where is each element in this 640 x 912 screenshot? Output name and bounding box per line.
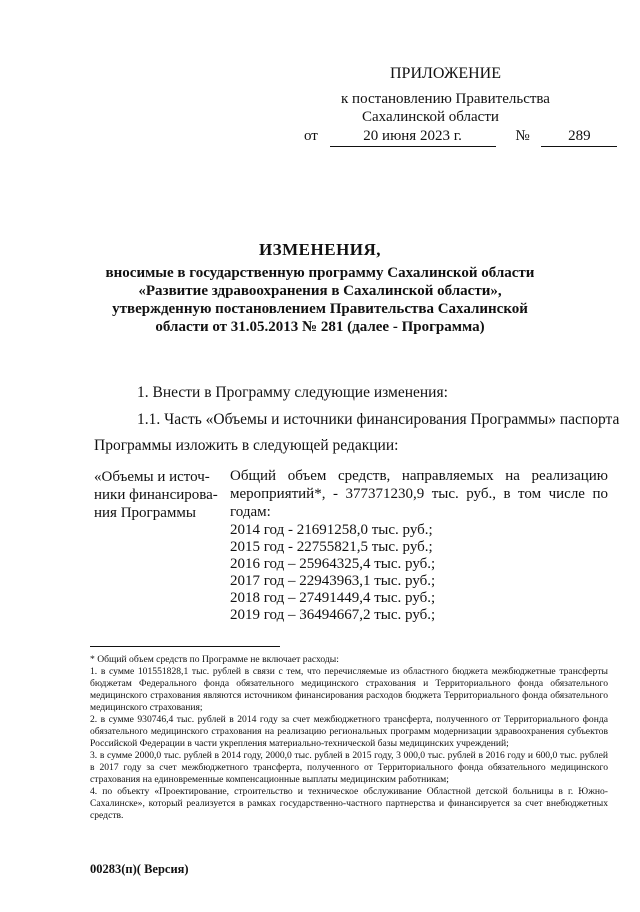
footnote-item: 2. в сумме 930746,4 тыс. рублей в 2014 году за счет межбюджетного трансферта, полученного от Территориального фонда обязательного медицинского страхования на реализацию региональных программ модернизации здравоохранения субъектов Российской Федерации в части укрепления материально-технической базы медицинских учреждений;: [90, 714, 608, 749]
date-prefix: от: [304, 128, 318, 144]
year-row: 2014 год - 21691258,0 тыс. руб.;: [230, 522, 433, 538]
total-line: Общий объем средств, направляемых на реализацию: [230, 468, 608, 484]
item-1: 1. Внести в Программу следующие изменения:: [137, 384, 448, 401]
number-prefix: №: [515, 128, 530, 144]
year-row: 2017 год – 22943963,1 тыс. руб.;: [230, 573, 436, 589]
table-right-column: [230, 467, 608, 624]
left-line: ния Программы: [94, 505, 196, 521]
year-row: 2016 год – 25964325,4 тыс. руб.;: [230, 556, 436, 572]
year-row: 2015 год - 22755821,5 тыс. руб.;: [230, 539, 433, 555]
footnote-item: 3. в сумме 2000,0 тыс. рублей в 2014 году, 2000,0 тыс. рублей в 2015 году, 3 000,0 тыс. рублей в 2016 году и 600,0 тыс. рублей в 2017 году за счет межбюджетного трансферта, полученного от Территориального фонда обязательного медицинского страхования на единовременные компенсационные выплаты медицинским работникам;: [90, 750, 608, 785]
year-row: 2019 год – 36494667,2 тыс. руб.;: [230, 607, 436, 623]
footnote-separator: [90, 646, 280, 647]
resolution-number: 289: [541, 127, 617, 147]
document-code: 00283(п)( Версия): [90, 862, 189, 876]
total-line: мероприятий*, - 377371230,9 тыс. руб., в том числе по: [230, 486, 608, 502]
region-line: Сахалинской области: [362, 109, 499, 125]
title-line-2: «Развитие здравоохранения в Сахалинской области»,: [138, 283, 502, 299]
left-line: «Объемы и источ-: [94, 469, 210, 485]
title-line-3: утвержденную постановлением Правительства Сахалинской: [112, 301, 528, 317]
resolution-line: к постановлению Правительства: [341, 91, 550, 107]
footnote-item: 1. в сумме 101551828,1 тыс. рублей в связи с тем, что перечисляемые из областного бюджета межбюджетные трансферты бюджетам Федерального фонда обязательного медицинского страхования и Территориального фонда обязательного медицинского страхования являются источником финансирования расходов бюджета Территориального фонда обязательного медицинского страхования;: [90, 666, 608, 713]
title-line-4: области от 31.05.2013 № 281 (далее - Программа): [155, 319, 485, 335]
total-line: годам:: [230, 504, 271, 520]
footnote-intro: * Общий объем средств по Программе не включает расходы:: [90, 654, 339, 665]
resolution-date: 20 июня 2023 г.: [330, 127, 496, 147]
appendix-label: ПРИЛОЖЕНИЕ: [390, 65, 502, 82]
document-title: ИЗМЕНЕНИЯ,: [258, 240, 382, 259]
left-line: ники финансирова-: [94, 487, 218, 503]
title-line-1: вносимые в государственную программу Сахалинской области: [105, 265, 535, 281]
footnotes: [90, 654, 608, 822]
date-number-line: [304, 127, 617, 147]
year-row: 2018 год – 27491449,4 тыс. руб.;: [230, 590, 436, 606]
item-1-1-continuation: Программы изложить в следующей редакции:: [94, 437, 399, 454]
table-left-column: [94, 468, 224, 522]
year-list: [230, 522, 608, 624]
item-1-1: 1.1. Часть «Объемы и источники финансирования Программы» паспорта: [137, 411, 620, 428]
footnote-item: 4. по объекту «Проектирование, строительство и техническое обслуживание Областной детской больницы в г. Южно-Сахалинске», который реализуется в рамках государственно-частного партнерства и финансируется за счет внебюджетных средств.: [90, 786, 608, 821]
